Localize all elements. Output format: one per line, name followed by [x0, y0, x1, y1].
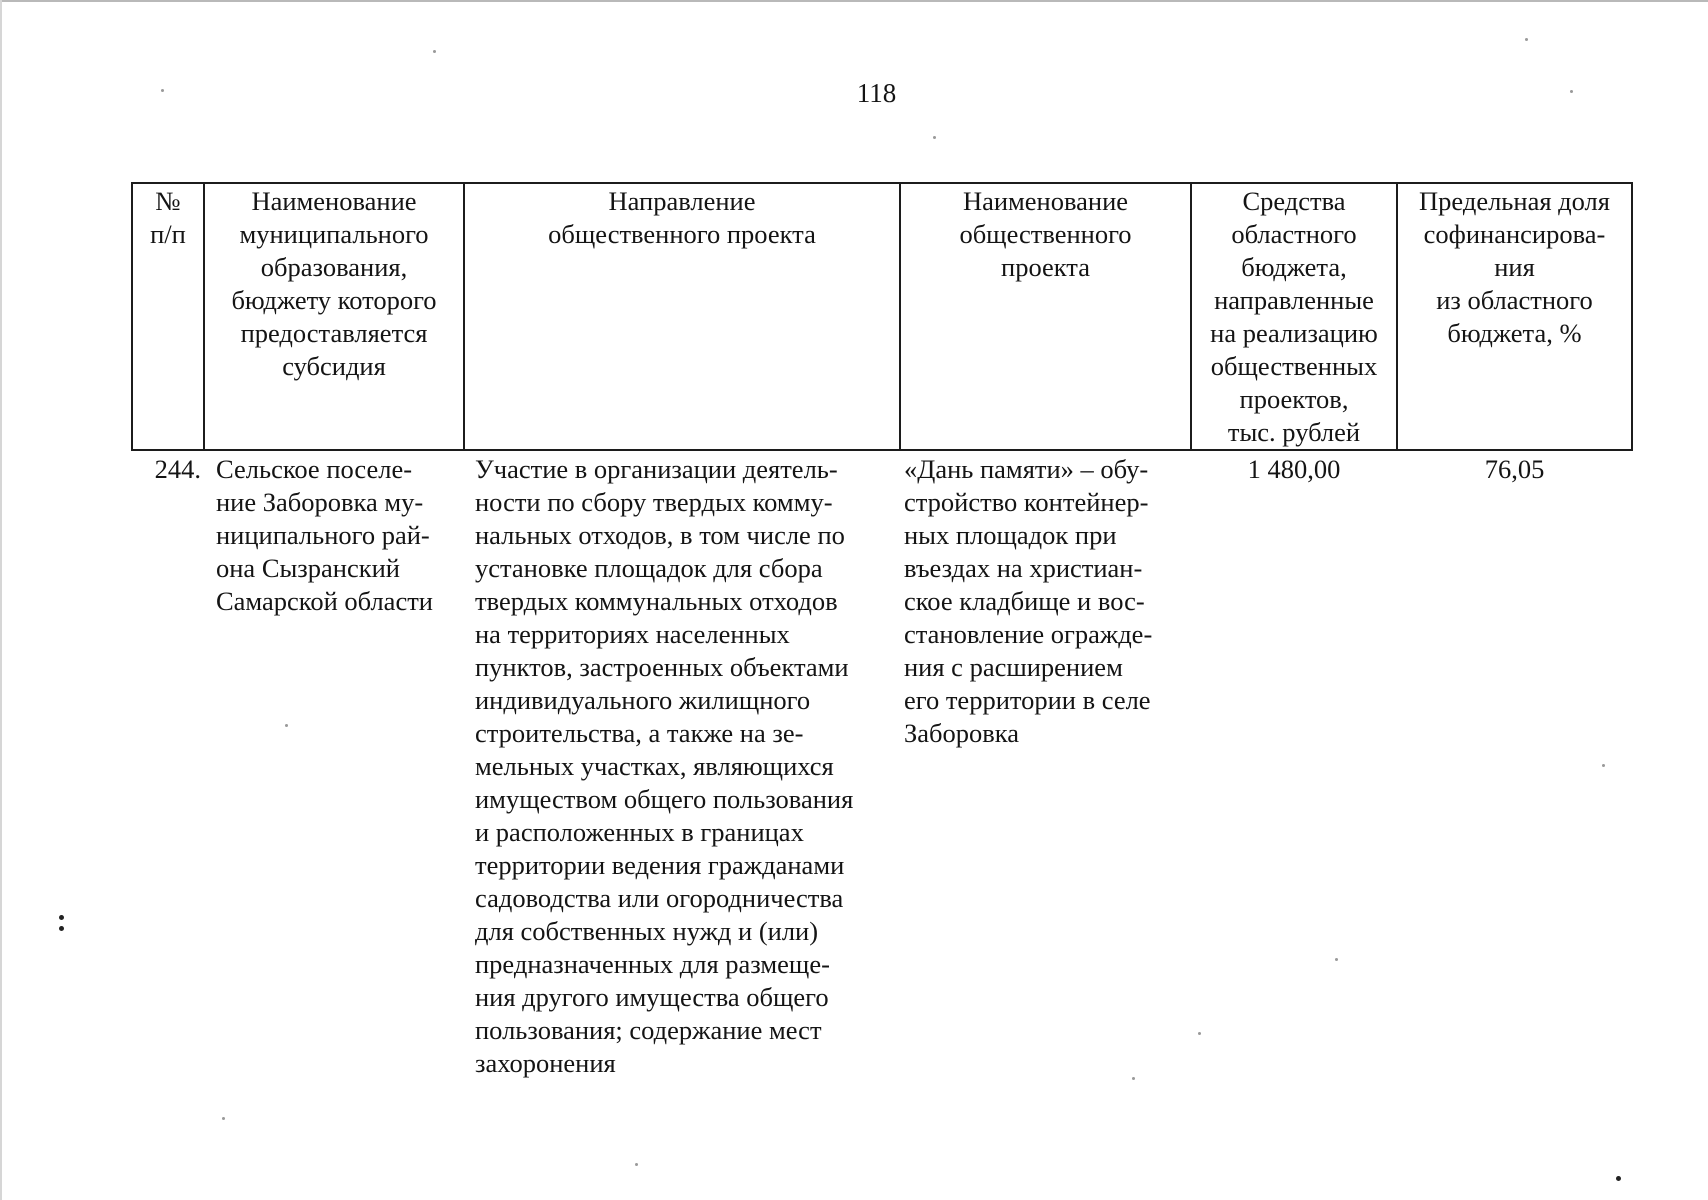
- header-line: ния: [1494, 252, 1535, 282]
- cell-line: Участие в организации деятель-: [475, 454, 838, 484]
- cell-line: Сельское поселе-: [216, 454, 413, 484]
- scan-speck: [933, 136, 936, 139]
- scan-speck: [1602, 764, 1605, 767]
- header-line: софинансирова-: [1423, 219, 1606, 249]
- scan-speck: [1132, 1077, 1135, 1080]
- header-line: направленные: [1214, 285, 1374, 315]
- table-row: [132, 450, 1632, 1080]
- header-line: общественных: [1210, 351, 1378, 381]
- header-line: общественного проекта: [548, 219, 816, 249]
- cell-line: твердых коммунальных отходов: [475, 586, 838, 616]
- cell-line: ности по сбору твердых комму-: [475, 487, 833, 517]
- cell-line: захоронения: [475, 1048, 616, 1078]
- cell-line: имуществом общего пользования: [475, 784, 854, 814]
- header-share: [1397, 183, 1632, 450]
- cell-line: пользования; содержание мест: [475, 1015, 822, 1045]
- cell-line: и расположенных в границах: [475, 817, 804, 847]
- page-number: 118: [856, 78, 897, 108]
- scan-top-edge: [0, 0, 1708, 2]
- header-line: бюджета, %: [1447, 318, 1582, 348]
- cell-line: строительства, а также на зе-: [475, 718, 804, 748]
- cell-line: территории ведения гражданами: [475, 850, 845, 880]
- scan-speck: [59, 915, 64, 920]
- table-header-row: [132, 183, 1632, 450]
- header-direction: [464, 183, 900, 450]
- cell-line: предназначенных для размеще-: [475, 949, 830, 979]
- header-num: [132, 183, 204, 450]
- cell-line: пунктов, застроенных объектами: [475, 652, 849, 682]
- scan-speck: [1525, 38, 1528, 41]
- cell-line: ния другого имущества общего: [475, 982, 829, 1012]
- header-line: из областного: [1436, 285, 1593, 315]
- scan-left-edge: [0, 0, 2, 1200]
- scan-speck: [433, 50, 436, 53]
- header-line: тыс. рублей: [1227, 417, 1361, 447]
- subsidy-table: [131, 182, 1633, 1080]
- cell-line: ское кладбище и вос-: [904, 586, 1145, 616]
- cell-line: становление огражде-: [904, 619, 1153, 649]
- header-line: проектов,: [1239, 384, 1349, 414]
- header-line: Предельная доля: [1419, 186, 1610, 216]
- cell-municipality: [204, 450, 464, 1080]
- header-line: общественного: [959, 219, 1132, 249]
- cell-num: 244.: [154, 454, 201, 484]
- cell-direction: [464, 450, 900, 1080]
- scan-speck: [1570, 90, 1573, 93]
- cell-line: стройство контейнер-: [904, 487, 1149, 517]
- header-line: образования,: [260, 252, 408, 282]
- header-line: Направление: [608, 186, 756, 216]
- scan-speck: [285, 724, 288, 727]
- header-line: бюджету которого: [231, 285, 437, 315]
- cell-line: установке площадок для сбора: [475, 553, 823, 583]
- header-line: №: [155, 186, 181, 216]
- header-line: Наименование: [962, 186, 1129, 216]
- cell-project: [900, 450, 1191, 1080]
- header-line: бюджета,: [1241, 252, 1347, 282]
- header-line: проекта: [1001, 252, 1090, 282]
- header-project: [900, 183, 1191, 450]
- header-line: предоставляется: [240, 318, 428, 348]
- header-line: на реализацию: [1210, 318, 1378, 348]
- cell-funds: 1 480,00: [1247, 454, 1341, 484]
- cell-line: ниципального рай-: [216, 520, 430, 550]
- header-line: субсидия: [282, 351, 386, 381]
- scan-speck: [222, 1117, 225, 1120]
- cell-line: она Сызранский: [216, 553, 400, 583]
- cell-line: ных площадок при: [904, 520, 1117, 550]
- header-municipality: [204, 183, 464, 450]
- cell-line: ние Заборовка му-: [216, 487, 424, 517]
- header-line: муниципального: [239, 219, 429, 249]
- scan-speck: [161, 89, 164, 92]
- cell-line: Самарской области: [216, 586, 433, 616]
- scan-speck: [1198, 1032, 1201, 1035]
- cell-line: для собственных нужд и (или): [475, 916, 819, 946]
- cell-line: «Дань памяти» – обу-: [904, 454, 1149, 484]
- cell-line: индивидуального жилищного: [475, 685, 811, 715]
- cell-line: нальных отходов, в том числе по: [475, 520, 845, 550]
- header-funds: [1191, 183, 1397, 450]
- cell-line: садоводства или огородничества: [475, 883, 844, 913]
- scan-speck: [59, 926, 64, 931]
- header-line: п/п: [150, 219, 186, 249]
- cell-line: въездах на христиан-: [904, 553, 1143, 583]
- scan-speck: [1616, 1176, 1621, 1181]
- scan-speck: [635, 1163, 638, 1166]
- header-line: Средства: [1242, 186, 1346, 216]
- cell-line: Заборовка: [904, 718, 1020, 748]
- cell-line: на территориях населенных: [475, 619, 790, 649]
- header-line: областного: [1231, 219, 1357, 249]
- scan-speck: [1335, 958, 1338, 961]
- header-line: Наименование: [251, 186, 417, 216]
- cell-line: его территории в селе: [904, 685, 1151, 715]
- cell-line: мельных участках, являющихся: [475, 751, 834, 781]
- cell-share: 76,05: [1484, 454, 1545, 484]
- cell-line: ния с расширением: [904, 652, 1123, 682]
